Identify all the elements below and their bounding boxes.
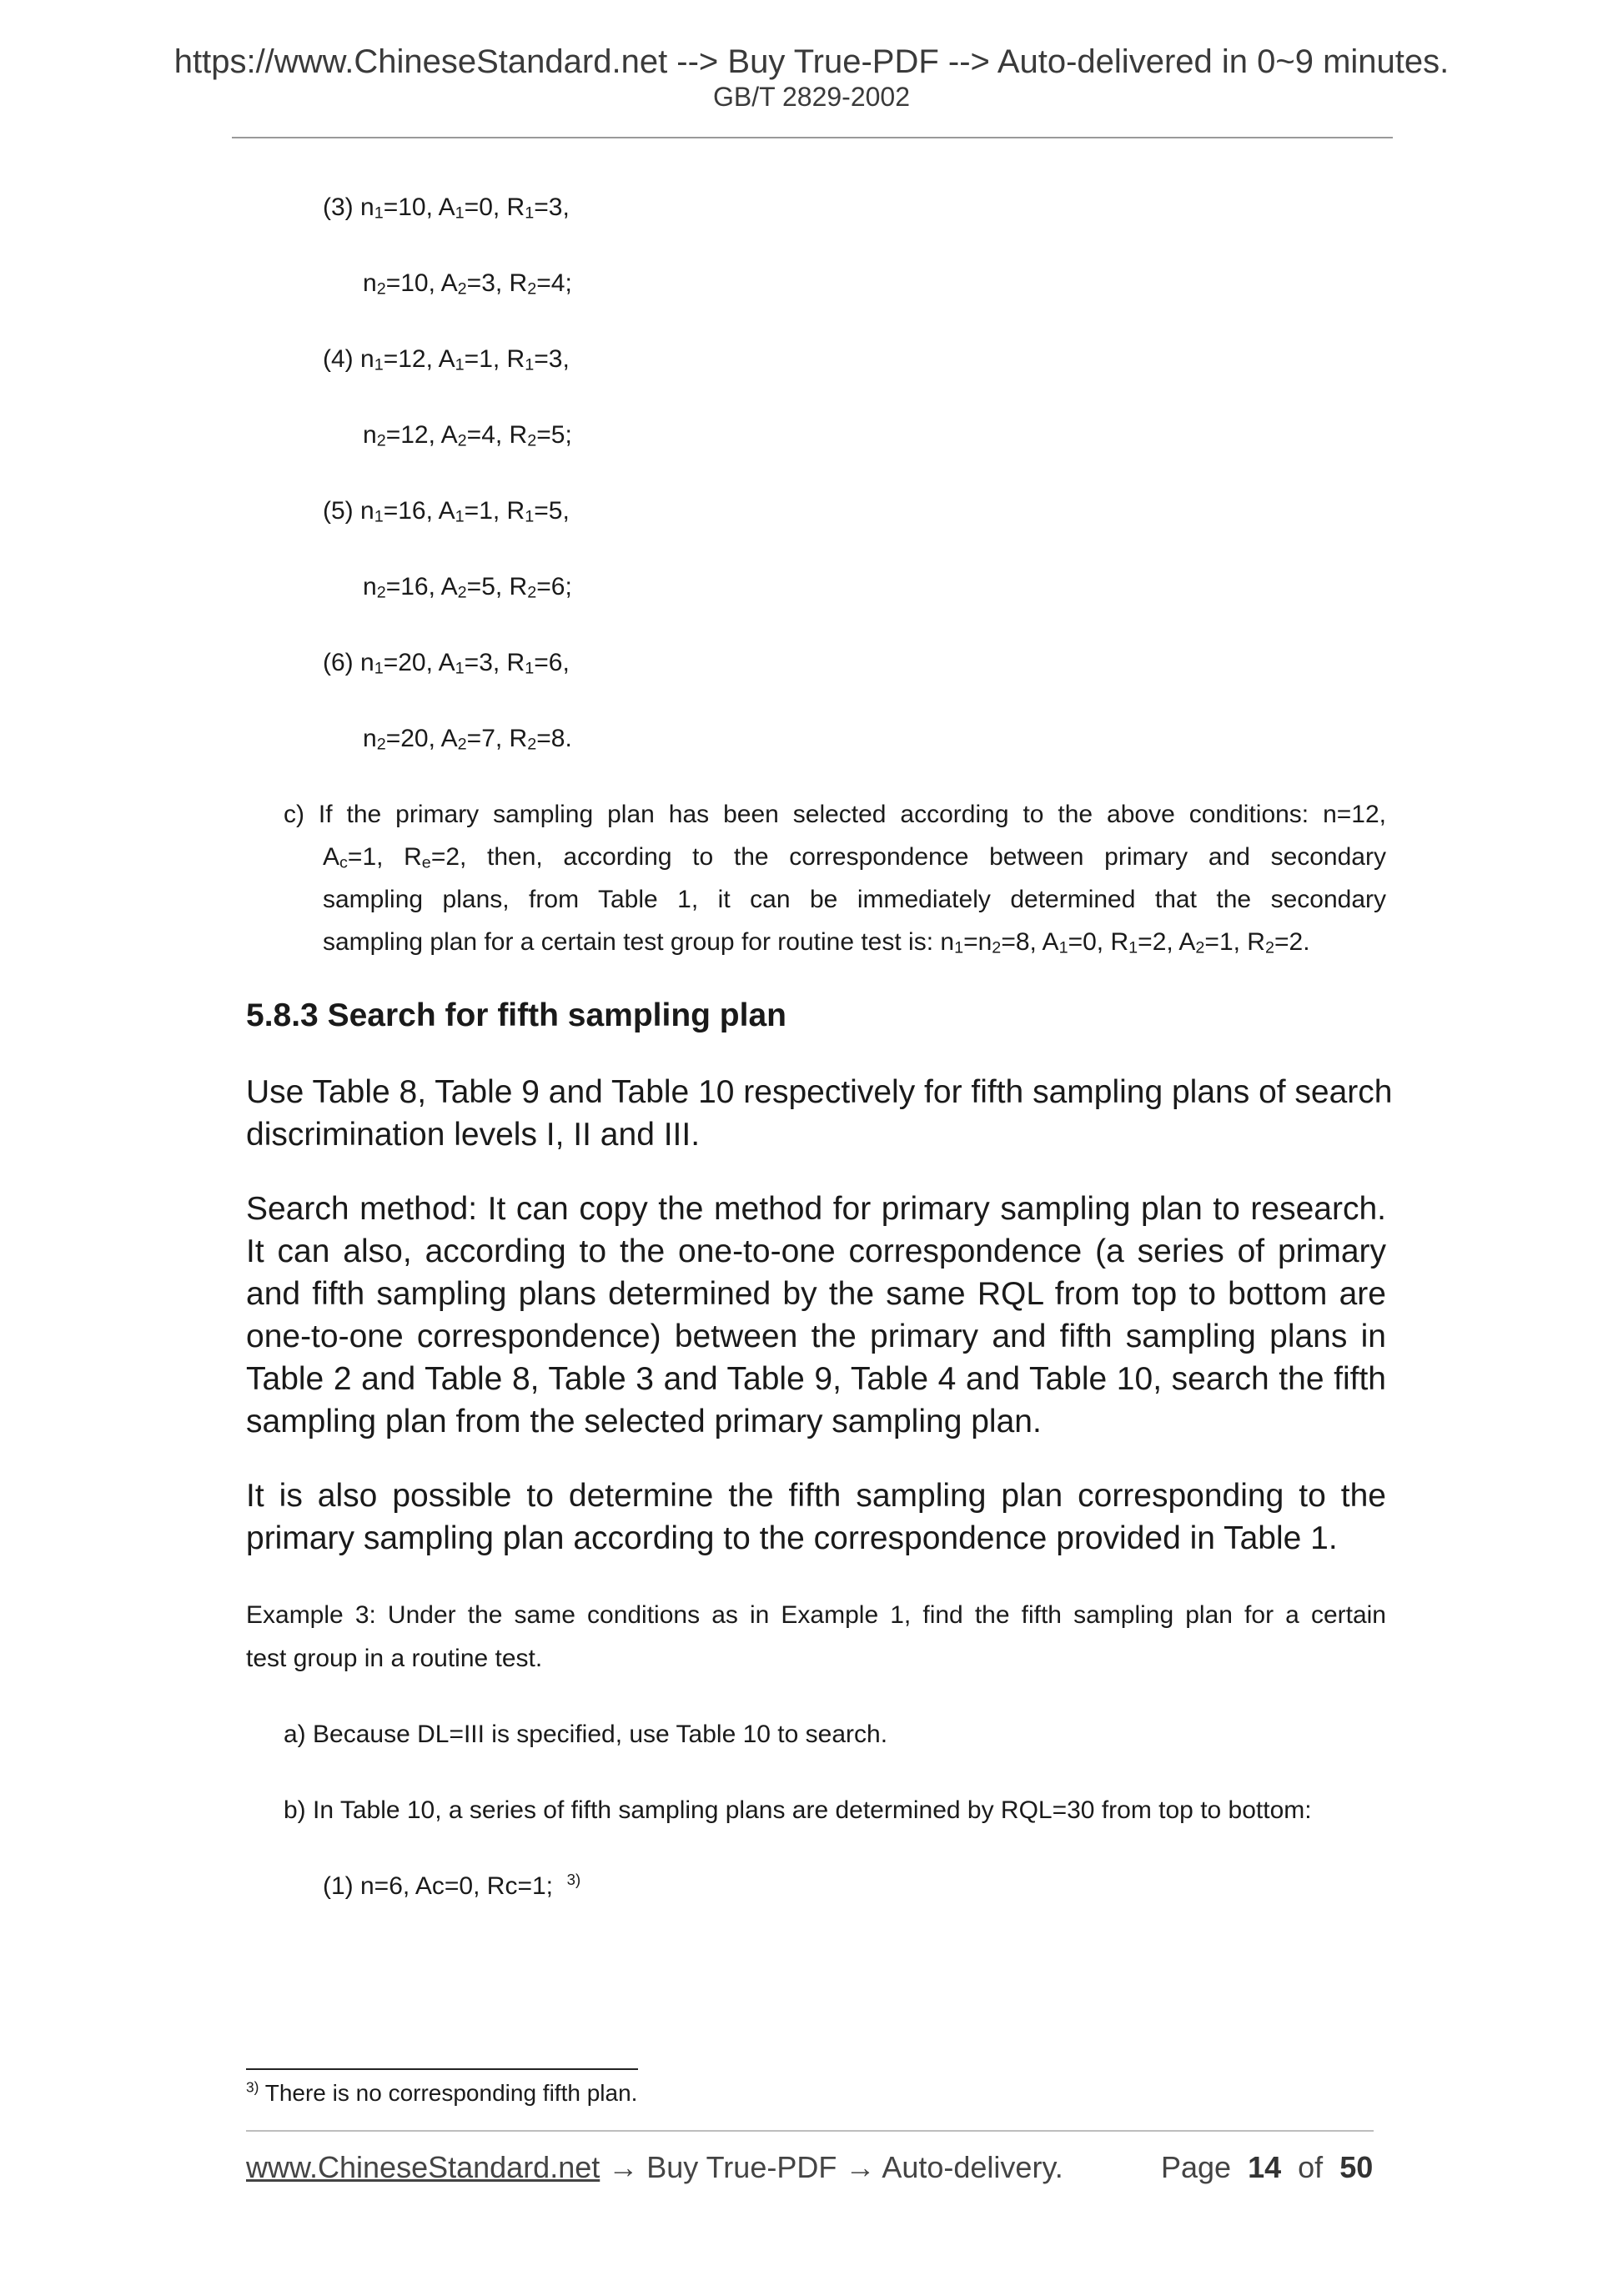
example-3-step-b: b) In Table 10, a series of fifth sampling plans are determined by RQL=30 from top to bottom: xyxy=(284,1796,1312,1824)
plan-item-6-first: (6) $n_1=20$, $A_1=3$, $R_1=6$, xyxy=(323,649,570,678)
example-3-step-a: a) Because DL=III is specified, use Table 10 to search. xyxy=(284,1721,888,1748)
para-2-line-1: Search method: It can copy the method for primary sampling plan to research. xyxy=(246,1191,1386,1227)
example-3-line-2: test group in a routine test. xyxy=(246,1645,543,1672)
plan-item-3-second: $n_2=10$, $A_2=3$, $R_2=4$; xyxy=(363,269,572,299)
page-indicator: Page 14 of 50 xyxy=(1161,2150,1374,2184)
para-c-line-1: c) If the primary sampling plan has been selected according to the above conditions: n=12, xyxy=(284,801,1386,828)
para-2-line-4: one-to-one correspondence) between the primary and fifth sampling plans in xyxy=(246,1319,1386,1354)
header-standard-number: GB/T 2829-2002 xyxy=(712,82,910,112)
plan-item-6-second: $n_2=20$, $A_2=7$, $R_2=8$. xyxy=(363,725,572,754)
footer-links xyxy=(246,2150,1063,2185)
para-3-line-1: It is also possible to determine the fifth sampling plan corresponding to the xyxy=(246,1478,1386,1514)
para-c-line-2: $A_c=1$, $R_e=2$, then, according to the correspondence between primary and secondary xyxy=(323,843,1386,872)
para-c-line-4: sampling plan for a certain test group for routine test is: $n_1=n_2=8$, $A_1=0$, $R_1=2$, $A_2=1$, $R_2=2$. xyxy=(323,928,1310,957)
para-2-line-2: It can also, according to the one-to-one correspondence (a series of primary xyxy=(246,1233,1386,1269)
para-1-line-2: discrimination levels I, II and III. xyxy=(246,1117,701,1153)
plan-item-4-second: $n_2=12$, $A_2=4$, $R_2=5$; xyxy=(363,421,572,450)
footer-divider xyxy=(246,2130,1374,2132)
plan-item-5-first: (5) $n_1=16$, $A_1=1$, $R_1=5$, xyxy=(323,497,570,526)
header-url-line: https://www.ChineseStandard.net --> Buy True-PDF --> Auto-delivered in 0~9 minutes. xyxy=(173,43,1450,80)
footnote: $^{3)}$ There is no corresponding fifth plan. xyxy=(246,2078,638,2106)
footer-tagline: → Buy True-PDF → Auto-delivery. xyxy=(608,2150,1063,2184)
plan-item-4-first: (4) $n_1=12$, $A_1=1$, $R_1=3$, xyxy=(323,345,570,374)
para-2-line-3: and fifth sampling plans determined by the same RQL from top to bottom are xyxy=(246,1276,1386,1312)
section-heading: 5.8.3 Search for fifth sampling plan xyxy=(246,997,786,1033)
para-1-line-1: Use Table 8, Table 9 and Table 10 respectively for fifth sampling plans of search xyxy=(246,1074,1393,1110)
example-3-line-1: Example 3: Under the same conditions as in Example 1, find the fifth sampling plan for a certain xyxy=(246,1601,1386,1629)
para-2-line-5: Table 2 and Table 8, Table 3 and Table 9, Table 4 and Table 10, search the fifth xyxy=(246,1361,1386,1397)
para-3-line-2: primary sampling plan according to the correspondence provided in Table 1. xyxy=(246,1520,1338,1556)
para-2-line-6: sampling plan from the selected primary sampling plan. xyxy=(246,1404,1042,1439)
header-divider xyxy=(232,137,1393,138)
footnote-reference[interactable]: 3) xyxy=(566,1870,581,1888)
footer-site-link[interactable]: www.ChineseStandard.net xyxy=(246,2150,600,2184)
footnote-divider xyxy=(246,2068,638,2070)
para-c-line-3: sampling plans, from Table 1, it can be immediately determined that the secondary xyxy=(323,886,1386,913)
plan-item-5-second: $n_2=16$, $A_2=5$, $R_2=6$; xyxy=(363,573,572,602)
example-3-item-1: (1) n=6, Ac=0, Rc=1; $^{3)}$ xyxy=(323,1870,581,1900)
plan-item-3-first: (3) $n_1=10$, $A_1=0$, $R_1=3$, xyxy=(323,193,570,223)
